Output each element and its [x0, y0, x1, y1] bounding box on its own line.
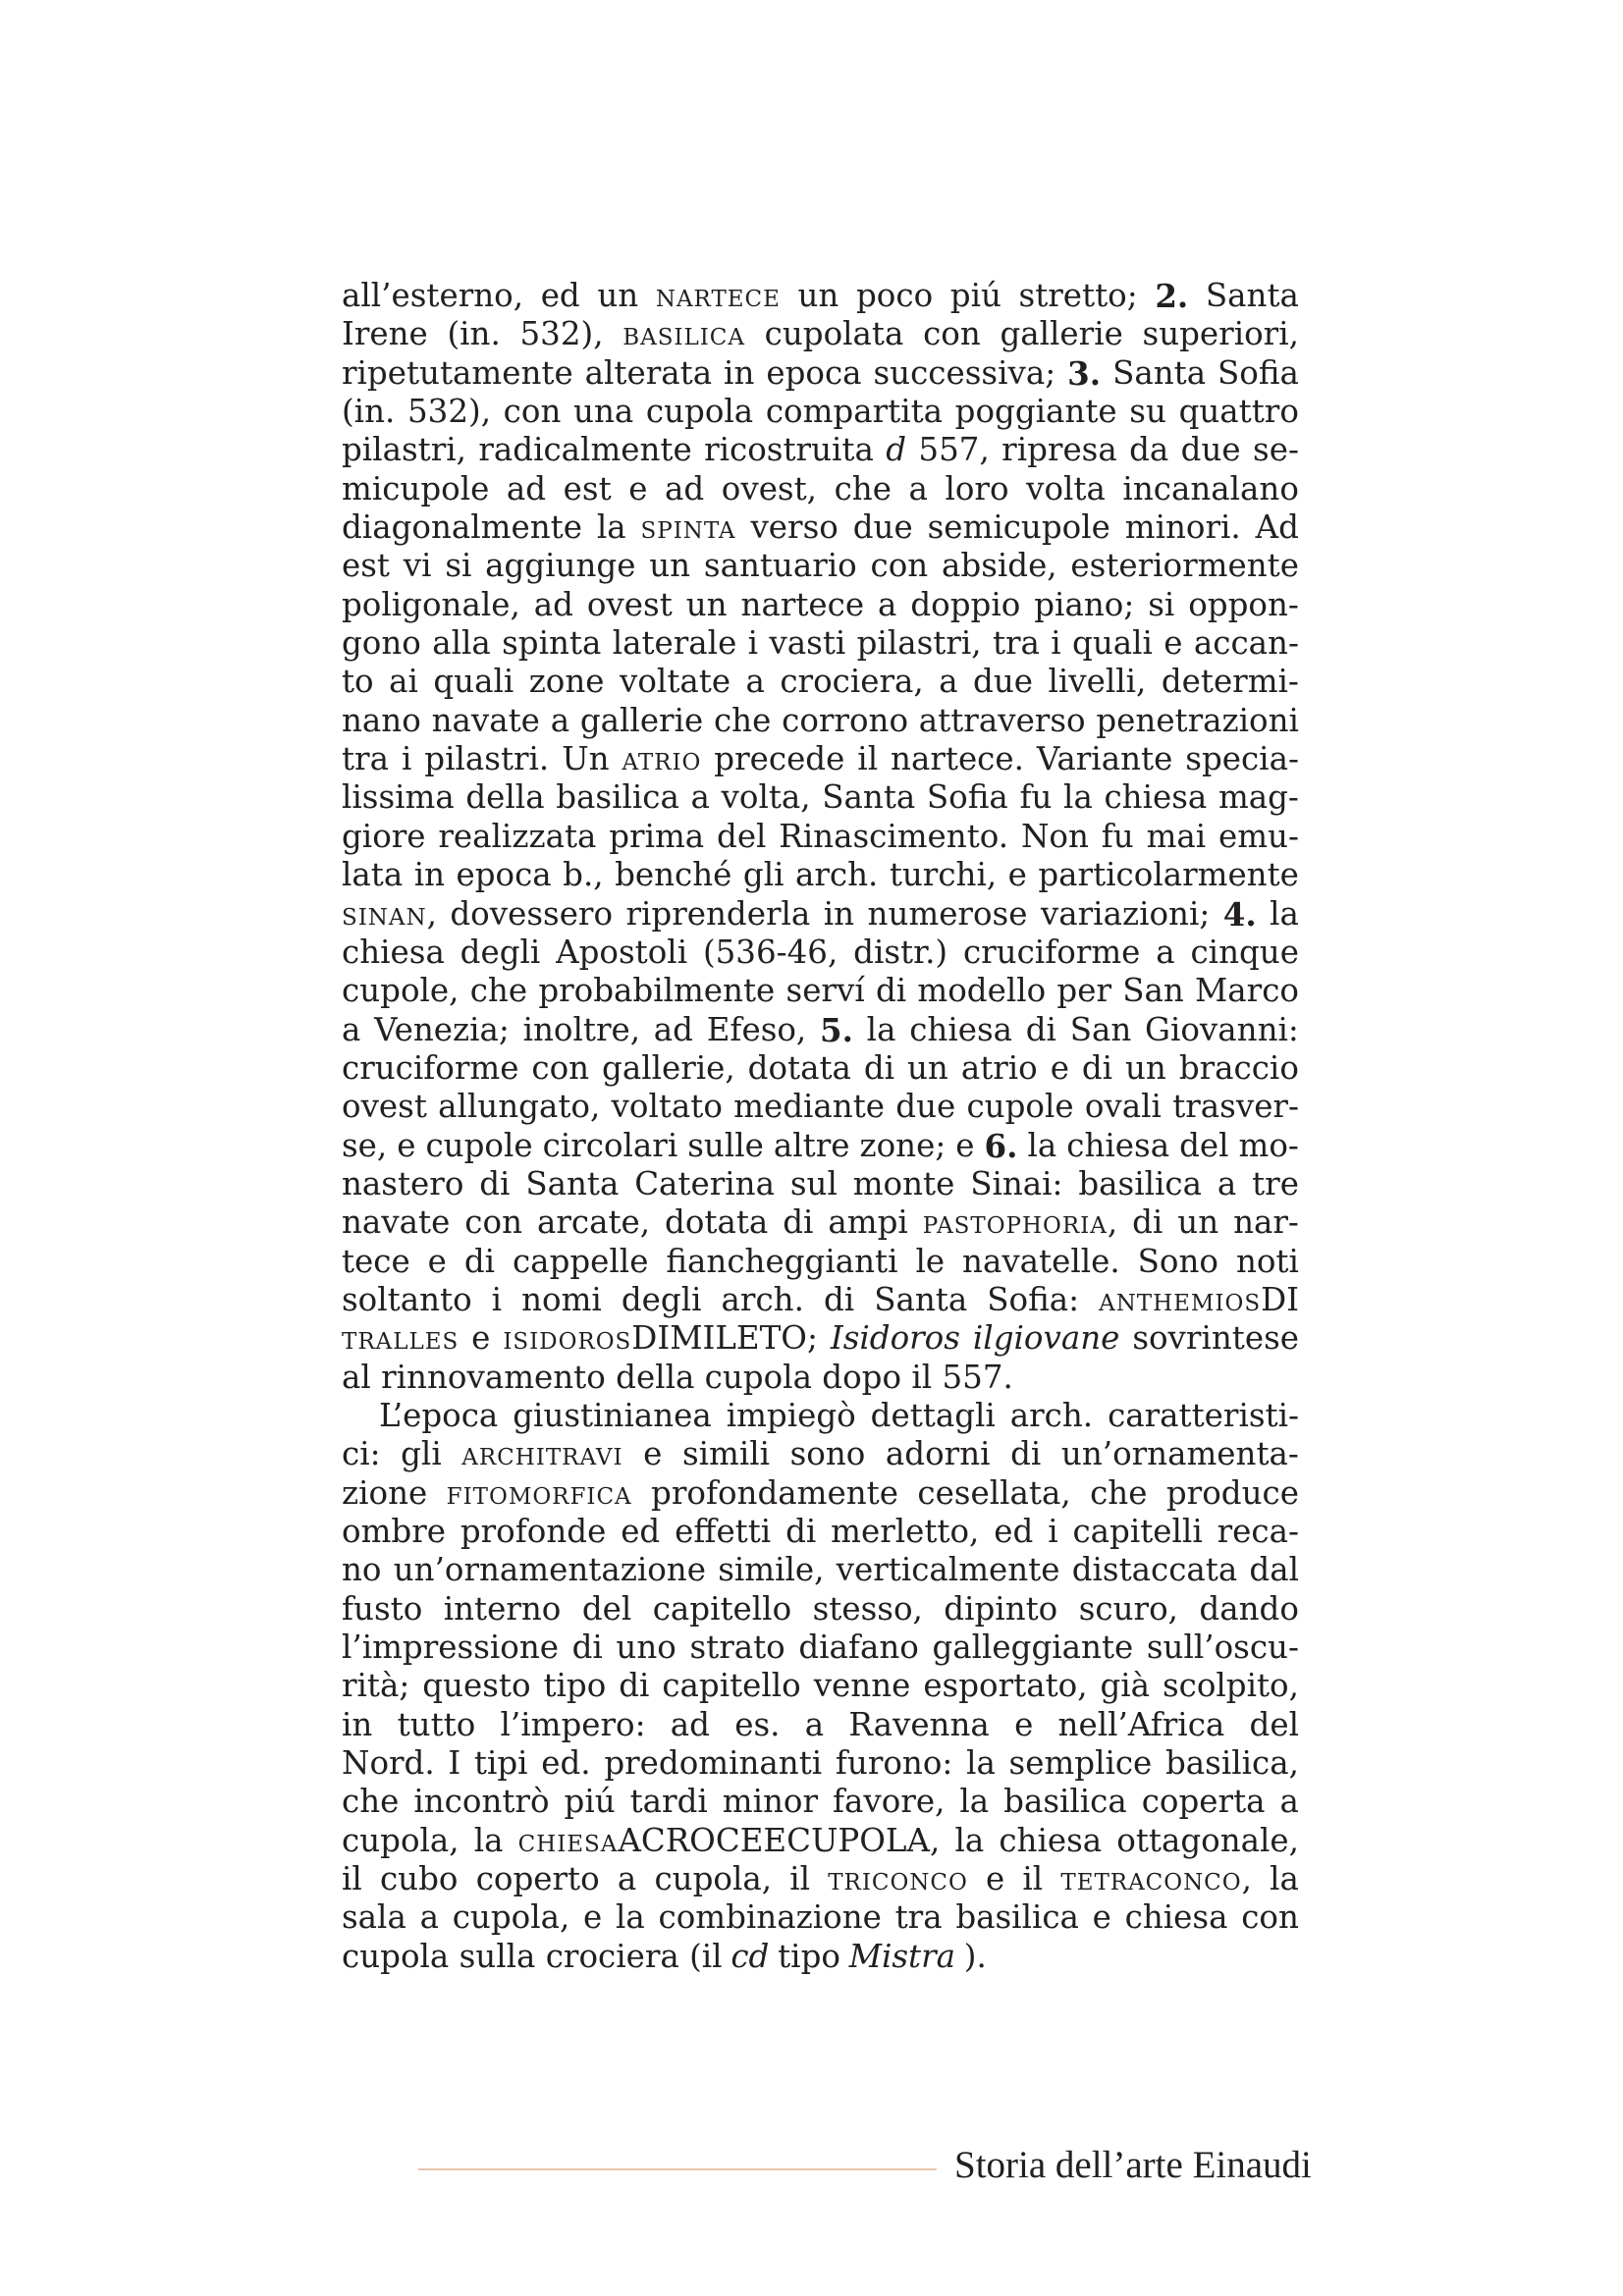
text-line: sala a cupola, e la combinazione tra basilica e chiesa con [342, 1898, 1299, 1937]
text-line: fusto interno del capitello stesso, dipinto scuro, dando [342, 1589, 1299, 1628]
text-line: lata in epoca b., benché gli arch. turchi, e particolarmente [342, 856, 1299, 894]
text-line: gono alla spinta laterale i vasti pilastri, tra i quali e accan- [342, 624, 1299, 663]
text-line: cupola sulla crociera (il cd tipo Mistra ). [342, 1937, 987, 1975]
text-line: no un’ornamentazione simile, verticalmente distaccata dal [342, 1551, 1299, 1589]
footer-rule [418, 2168, 937, 2170]
footer-title: Storia dell’arte Einaudi [954, 2144, 1312, 2186]
text-line: a Venezia; inoltre, ad Efeso, 5. la chiesa di San Giovanni: [342, 1010, 1299, 1049]
text-line: se, e cupole circolari sulle altre zone; e 6. la chiesa del mo- [342, 1126, 1299, 1165]
text-line: sinan, dovessero riprenderla in numerose variazioni; 4. la [342, 894, 1299, 934]
text-line: nastero di Santa Caterina sul monte Sinai: basilica a tre [342, 1164, 1299, 1202]
text-line: al rinnovamento della cupola dopo il 557. [342, 1358, 1013, 1396]
text-line: L’epoca giustinianea impiegò dettagli arch. caratteristi- [379, 1396, 1299, 1434]
text-line: ovest allungato, voltato mediante due cupole ovali trasver- [342, 1088, 1299, 1126]
text-line: all’esterno, ed un nartece un poco piú stretto; 2. Santa [342, 277, 1299, 315]
text-line: in tutto l’impero: ad es. a Ravenna e nell’Africa del [342, 1705, 1299, 1743]
text-line: tece e di cappelle fiancheggianti le navatelle. Sono noti [342, 1242, 1299, 1280]
text-line: tralles e isidorosDIMILETO; Isidoros ilgiovane sovrintese [342, 1319, 1299, 1358]
text-line: giore realizzata prima del Rinascimento. Non fu mai emu- [342, 817, 1299, 855]
text-line: poligonale, ad ovest un nartece a doppio piano; si oppon- [342, 585, 1299, 623]
text-line: nano navate a gallerie che corrono attraverso penetrazioni [342, 701, 1299, 739]
text-line: est vi si aggiunge un santuario con abside, esteriormente [342, 547, 1299, 585]
text-line: Irene (in. 532), basilica cupolata con gallerie superiori, [342, 315, 1299, 353]
text-line: il cubo coperto a cupola, il triconco e il tetraconco, la [342, 1860, 1299, 1898]
text-line: che incontrò piú tardi minor favore, la basilica coperta a [342, 1783, 1299, 1821]
text-line: cupole, che probabilmente serví di modello per San Marco [342, 972, 1299, 1010]
text-line: Nord. I tipi ed. predominanti furono: la semplice basilica, [342, 1744, 1299, 1783]
text-line: lissima della basilica a volta, Santa Sofia fu la chiesa mag- [342, 778, 1299, 817]
text-line: ci: gli architravi e simili sono adorni di un’ornamenta- [342, 1435, 1299, 1473]
text-line: to ai quali zone voltate a crociera, a due livelli, determi- [342, 663, 1299, 701]
text-line: cruciforme con gallerie, dotata di un atrio e di un braccio [342, 1048, 1299, 1087]
text-line: pilastri, radicalmente ricostruita d 557, ripresa da due se- [342, 431, 1299, 469]
text-line: soltanto i nomi degli arch. di Santa Sofia: anthemiosDI [342, 1280, 1299, 1318]
text-line: navate con arcate, dotata di ampi pastophoria, di un nar- [342, 1203, 1299, 1242]
body-text [342, 277, 1299, 1976]
text-line: tra i pilastri. Un atrio precede il nartece. Variante specia- [342, 740, 1299, 778]
text-line: chiesa degli Apostoli (536-46, distr.) cruciforme a cinque [342, 933, 1299, 971]
text-line: micupole ad est e ad ovest, che a loro volta incanalano [342, 469, 1299, 507]
text-line: diagonalmente la spinta verso due semicupole minori. Ad [342, 508, 1299, 547]
text-line: rità; questo tipo di capitello venne esportato, già scolpito, [342, 1667, 1299, 1705]
text-line: zione fitomorfica profondamente cesellata, che produce [342, 1473, 1299, 1512]
text-line: ombre profonde ed effetti di merletto, ed i capitelli reca- [342, 1513, 1299, 1550]
text-line: ripetutamente alterata in epoca successiva; 3. Santa Sofia [342, 353, 1299, 393]
text-line: l’impressione di uno strato diafano galleggiante sull’oscu- [342, 1629, 1299, 1667]
text-line: (in. 532), con una cupola compartita poggiante su quattro [342, 393, 1299, 431]
text-line: cupola, la chiesaACROCEECUPOLA, la chiesa ottagonale, [342, 1821, 1299, 1859]
